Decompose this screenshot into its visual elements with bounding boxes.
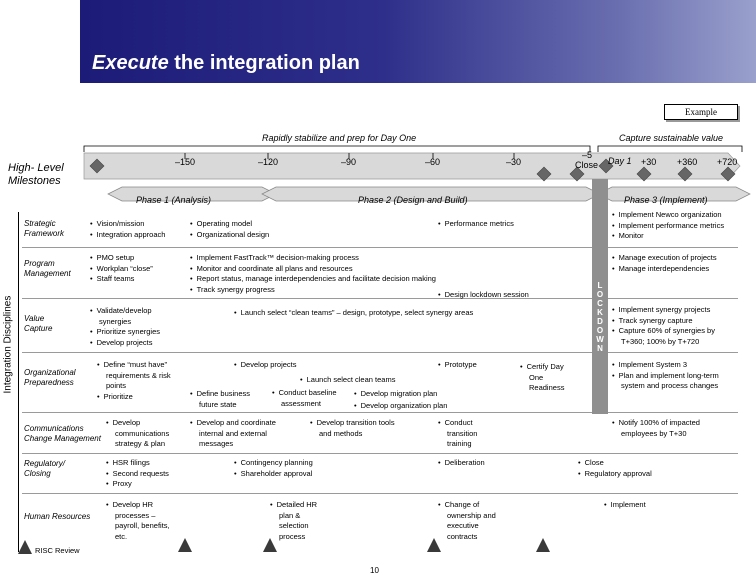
org-develop-projects: • Develop projects [234,360,297,371]
reg-phase3-items: • Close • Regulatory approval [578,458,652,479]
row-divider [22,352,738,353]
comm-phase1-items: • Develop communications strategy & plan [106,418,169,450]
reg-phase1b-items: • Contingency planning • Shareholder approval [234,458,313,479]
tick-label-30p: +30 [641,157,657,167]
milestones-label-line2: Milestones [8,175,61,187]
program-phase2-item: • Design lockdown session [438,290,529,301]
phase-2-label: Phase 2 (Design and Build) [358,195,468,205]
row-label-program: Program Management [24,259,71,278]
row-divider [22,453,738,454]
org-launch-clean-teams: • Launch select clean teams [300,375,395,386]
value-phase3-items: • Implement synergy projects • Track synergy capture • Capture 60% of synergies by T+360; 100% by T+720 [612,305,715,347]
hr-phase1b-items: • Detailed HR plan & selection process [270,500,317,542]
row-divider [22,298,738,299]
tick-label-150: –150 [175,157,196,167]
value-phase2-item: • Launch select “clean teams” – design, prototype, select synergy areas [234,308,473,319]
org-phase3-items: • Implement System 3 • Plan and implement long-term system and process changes [612,360,719,392]
example-badge: Example [664,104,738,120]
row-label-org: Organizational Preparedness [24,368,76,387]
org-certify: • Certify Day One Readiness [520,362,564,394]
integration-disciplines-label: Integration Disciplines [2,295,14,394]
row-label-strategic: Strategic Framework [24,219,65,238]
title-rest: the integration plan [168,52,360,74]
row-divider [22,412,738,413]
comm-phase3-items: • Notify 100% of impacted employees by T+30 [612,418,700,439]
timeline-left-caption: Rapidly stabilize and prep for Day One [262,133,417,143]
comm-phase2b-items: • Conduct transition training [438,418,477,450]
disciplines-axis [18,212,19,552]
tick-label-60: –60 [425,157,441,167]
milestones-label-line1: High- Level [8,162,64,174]
caption-brackets [84,146,742,152]
reg-phase2-item: • Deliberation [438,458,485,469]
program-phase1-items: • PMO setup • Workplan “close” • Staff teams [90,253,153,285]
comm-phase1b-items: • Develop and coordinate internal and external messages [190,418,276,450]
risc-legend-label: RISC Review [35,546,80,555]
reg-phase1-items: • HSR filings • Second requests • Proxy [106,458,169,490]
row-label-reg: Regulatory/ Closing [24,459,65,478]
org-develop-org-plan: • Develop organization plan [354,401,447,412]
hr-phase2-items: • Change of ownership and executive contracts [438,500,496,542]
tick-label-5: –5 [582,150,593,160]
row-divider [22,247,738,248]
phase-1-label: Phase 1 (Analysis) [136,195,212,205]
title-emphasis: Execute [92,52,169,74]
hr-phase3-item: • Implement [604,500,646,511]
org-define-business: • Define business future state [190,389,250,410]
comm-phase2a-items: • Develop transition tools and methods [310,418,395,439]
tick-label-120: –120 [258,157,279,167]
tick-label-30: –30 [506,157,522,167]
org-phase1-items: • Define “must have” requirements & risk points • Prioritize [97,360,171,402]
program-phase1b-items: • Implement FastTrack™ decision-making process • Monitor and coordinate all plans and resources • Report status, manage interdependencies and facilitate decision making • Track synergy progress [190,253,436,295]
program-phase3-items: • Manage execution of projects • Manage interdependencies [612,253,717,274]
org-develop-migration: • Develop migration plan [354,389,437,400]
strategic-phase1-items: • Vision/mission • Integration approach [90,219,165,240]
tick-label-720: +720 [717,157,738,167]
tick-label-90: –90 [341,157,357,167]
timeline-right-caption: Capture sustainable value [619,133,724,143]
row-label-comm: Communications Change Management [24,424,101,443]
value-phase1-items: • Validate/develop synergies • Prioritize synergies • Develop projects [90,306,160,348]
row-label-hr: Human Resources [24,512,91,521]
strategic-phase1b-items: • Operating model • Organizational design [190,219,269,240]
tick-label-360: +360 [677,157,698,167]
phase-3-label: Phase 3 (Implement) [624,195,708,205]
strategic-phase3-items: • Implement Newco organization • Implement performance metrics • Monitor [612,210,724,242]
row-label-value: Value Capture [24,314,53,333]
org-conduct-baseline: • Conduct baseline assessment [272,388,337,409]
org-prototype: • Prototype [438,360,477,371]
page-number: 10 [370,566,379,575]
row-divider [22,493,738,494]
tick-label-day1: Day 1 [608,156,632,166]
lockdown-text: L O C K D O W N [596,281,604,353]
strategic-phase2-items: • Performance metrics [438,219,514,230]
tick-label-close: Close [575,160,599,170]
hr-phase1-items: • Develop HR processes – payroll, benefits, etc. [106,500,170,542]
